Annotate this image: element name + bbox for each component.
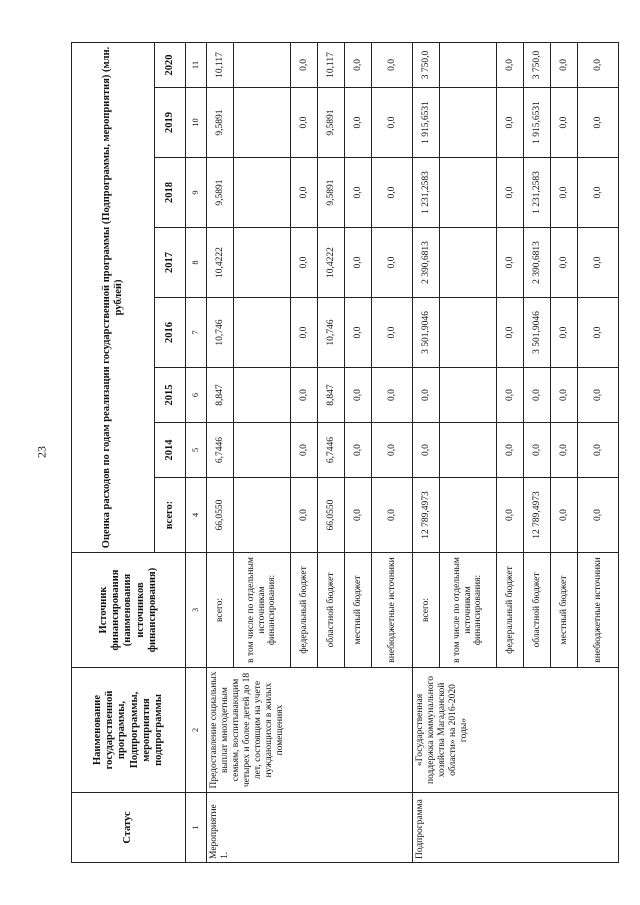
- row-value: [440, 157, 497, 227]
- row-value: 66,0550: [207, 477, 234, 552]
- row-value: 0,0: [291, 227, 318, 297]
- row-value: 0,0: [345, 367, 372, 422]
- row-source: местный бюджет: [345, 552, 372, 667]
- row-value: [234, 422, 291, 477]
- column-index: 7: [186, 297, 207, 367]
- header-estimate: Оценка расходов по годам реализации государственной программы (Подпрограммы, мероприятия) (млн. рублей): [72, 42, 155, 552]
- row-value: [234, 367, 291, 422]
- row-value: 0,0: [497, 227, 524, 297]
- row-value: [440, 297, 497, 367]
- row-value: 10,117: [318, 42, 345, 87]
- row-value: 0,0: [551, 227, 578, 297]
- row-value: 0,0: [291, 87, 318, 157]
- column-index: 2: [186, 667, 207, 792]
- table-row: [207, 42, 234, 862]
- year-header: 2016: [155, 297, 186, 367]
- row-value: 0,0: [345, 227, 372, 297]
- row-value: 1 231,2583: [524, 157, 551, 227]
- row-value: [440, 422, 497, 477]
- row-value: 0,0: [578, 367, 619, 422]
- row-value: 0,0: [578, 227, 619, 297]
- row-value: 0,0: [372, 367, 413, 422]
- year-header: 2015: [155, 367, 186, 422]
- row-value: 0,0: [372, 227, 413, 297]
- row-value: 3 750,0: [524, 42, 551, 87]
- row-value: 66,0550: [318, 477, 345, 552]
- row-source: всего:: [413, 552, 440, 667]
- row-value: 10,4222: [207, 227, 234, 297]
- row-value: 0,0: [551, 477, 578, 552]
- row-value: 0,0: [345, 477, 372, 552]
- row-value: 0,0: [551, 297, 578, 367]
- row-value: [440, 227, 497, 297]
- year-header: 2014: [155, 422, 186, 477]
- row-status: Подпрограмма: [413, 792, 619, 862]
- row-value: 0,0: [497, 367, 524, 422]
- header-source: Источник финансирования (наименования источников финансирования): [72, 552, 186, 667]
- row-value: 0,0: [372, 87, 413, 157]
- row-value: 0,0: [578, 42, 619, 87]
- row-value: [234, 297, 291, 367]
- row-source: всего:: [207, 552, 234, 667]
- row-value: 0,0: [578, 477, 619, 552]
- row-program-name: Предоставление социальных выплат многодетным семьям, воспитывающим четырех и более детей до 18 лет, состоящим на учете нуждающихся в жилых помещениях: [207, 667, 413, 792]
- table-row: [413, 42, 440, 862]
- row-value: 0,0: [413, 422, 440, 477]
- row-source: в том числе по отдельным источникам финансирования:: [234, 552, 291, 667]
- row-value: 0,0: [345, 297, 372, 367]
- row-value: 0,0: [497, 157, 524, 227]
- row-value: [440, 87, 497, 157]
- row-value: [440, 42, 497, 87]
- row-source: федеральный бюджет: [497, 552, 524, 667]
- row-value: 9,5891: [207, 157, 234, 227]
- row-value: 9,5891: [318, 87, 345, 157]
- row-source: областной бюджет: [318, 552, 345, 667]
- year-header: 2020: [155, 42, 186, 87]
- row-value: 3 501,9046: [524, 297, 551, 367]
- row-value: 0,0: [578, 157, 619, 227]
- row-value: 0,0: [345, 42, 372, 87]
- row-value: 6,7446: [207, 422, 234, 477]
- column-index: 4: [186, 477, 207, 552]
- column-index: 9: [186, 157, 207, 227]
- rotated-page: [71, 43, 640, 863]
- row-source: федеральный бюджет: [291, 552, 318, 667]
- page-number: 23: [34, 446, 49, 458]
- row-value: 0,0: [291, 367, 318, 422]
- row-value: [234, 87, 291, 157]
- row-value: 12 789,4973: [524, 477, 551, 552]
- column-index: 11: [186, 42, 207, 87]
- row-value: 8,847: [207, 367, 234, 422]
- row-status: Мероприятие 1.: [207, 792, 413, 862]
- row-value: 0,0: [497, 477, 524, 552]
- row-value: [234, 227, 291, 297]
- column-index: 1: [186, 792, 207, 862]
- row-value: 0,0: [372, 297, 413, 367]
- row-value: 0,0: [578, 422, 619, 477]
- row-value: 1 231,2583: [413, 157, 440, 227]
- table-body: [207, 42, 619, 862]
- row-value: [234, 42, 291, 87]
- year-header: всего:: [155, 477, 186, 552]
- budget-table: [71, 41, 619, 862]
- row-value: [440, 477, 497, 552]
- column-index: 8: [186, 227, 207, 297]
- row-source: местный бюджет: [551, 552, 578, 667]
- header-status: Статус: [72, 792, 186, 862]
- row-value: 8,847: [318, 367, 345, 422]
- row-value: 0,0: [345, 87, 372, 157]
- row-value: 0,0: [497, 42, 524, 87]
- row-value: 0,0: [551, 42, 578, 87]
- row-value: 3 750,0: [413, 42, 440, 87]
- row-source: в том числе по отдельным источникам финансирования:: [440, 552, 497, 667]
- row-value: 10,117: [207, 42, 234, 87]
- row-value: 0,0: [291, 477, 318, 552]
- row-value: 0,0: [291, 297, 318, 367]
- row-value: 0,0: [497, 297, 524, 367]
- row-value: 2 390,6813: [524, 227, 551, 297]
- row-value: 0,0: [524, 422, 551, 477]
- row-value: 0,0: [345, 157, 372, 227]
- year-header: 2019: [155, 87, 186, 157]
- column-index-row: [186, 42, 207, 862]
- row-program-name: «Государственная поддержка коммунального хозяйства Магаданской области» на 2016-2020 годы»: [413, 667, 619, 792]
- row-value: 12 789,4973: [413, 477, 440, 552]
- header-name: Наименование государственной программы, Подпрограммы, мероприятия подпрограммы: [72, 667, 186, 792]
- row-value: [234, 157, 291, 227]
- column-index: 3: [186, 552, 207, 667]
- row-value: 0,0: [372, 477, 413, 552]
- row-value: 0,0: [372, 42, 413, 87]
- row-value: 9,5891: [318, 157, 345, 227]
- row-value: 3 501,9046: [413, 297, 440, 367]
- row-value: 10,746: [318, 297, 345, 367]
- year-header: 2017: [155, 227, 186, 297]
- row-value: 0,0: [578, 297, 619, 367]
- row-value: 0,0: [551, 157, 578, 227]
- column-index: 6: [186, 367, 207, 422]
- row-value: 6,7446: [318, 422, 345, 477]
- row-value: [234, 477, 291, 552]
- row-value: 1 915,6531: [413, 87, 440, 157]
- row-source: внебюджетные источники: [578, 552, 619, 667]
- row-value: 0,0: [551, 422, 578, 477]
- row-value: 0,0: [413, 367, 440, 422]
- row-value: 0,0: [372, 422, 413, 477]
- row-value: 0,0: [497, 87, 524, 157]
- row-source: внебюджетные источники: [372, 552, 413, 667]
- column-index: 5: [186, 422, 207, 477]
- row-value: 0,0: [291, 157, 318, 227]
- row-value: 10,746: [207, 297, 234, 367]
- row-value: 10,4222: [318, 227, 345, 297]
- row-value: 9,5891: [207, 87, 234, 157]
- row-value: 0,0: [551, 87, 578, 157]
- row-value: 0,0: [524, 367, 551, 422]
- row-value: 0,0: [497, 422, 524, 477]
- row-value: 0,0: [551, 367, 578, 422]
- row-value: 0,0: [291, 422, 318, 477]
- row-value: 0,0: [578, 87, 619, 157]
- row-value: 0,0: [372, 157, 413, 227]
- row-value: 0,0: [345, 422, 372, 477]
- row-source: областной бюджет: [524, 552, 551, 667]
- column-index: 10: [186, 87, 207, 157]
- year-header: 2018: [155, 157, 186, 227]
- row-value: 2 390,6813: [413, 227, 440, 297]
- row-value: 0,0: [291, 42, 318, 87]
- row-value: [440, 367, 497, 422]
- row-value: 1 915,6531: [524, 87, 551, 157]
